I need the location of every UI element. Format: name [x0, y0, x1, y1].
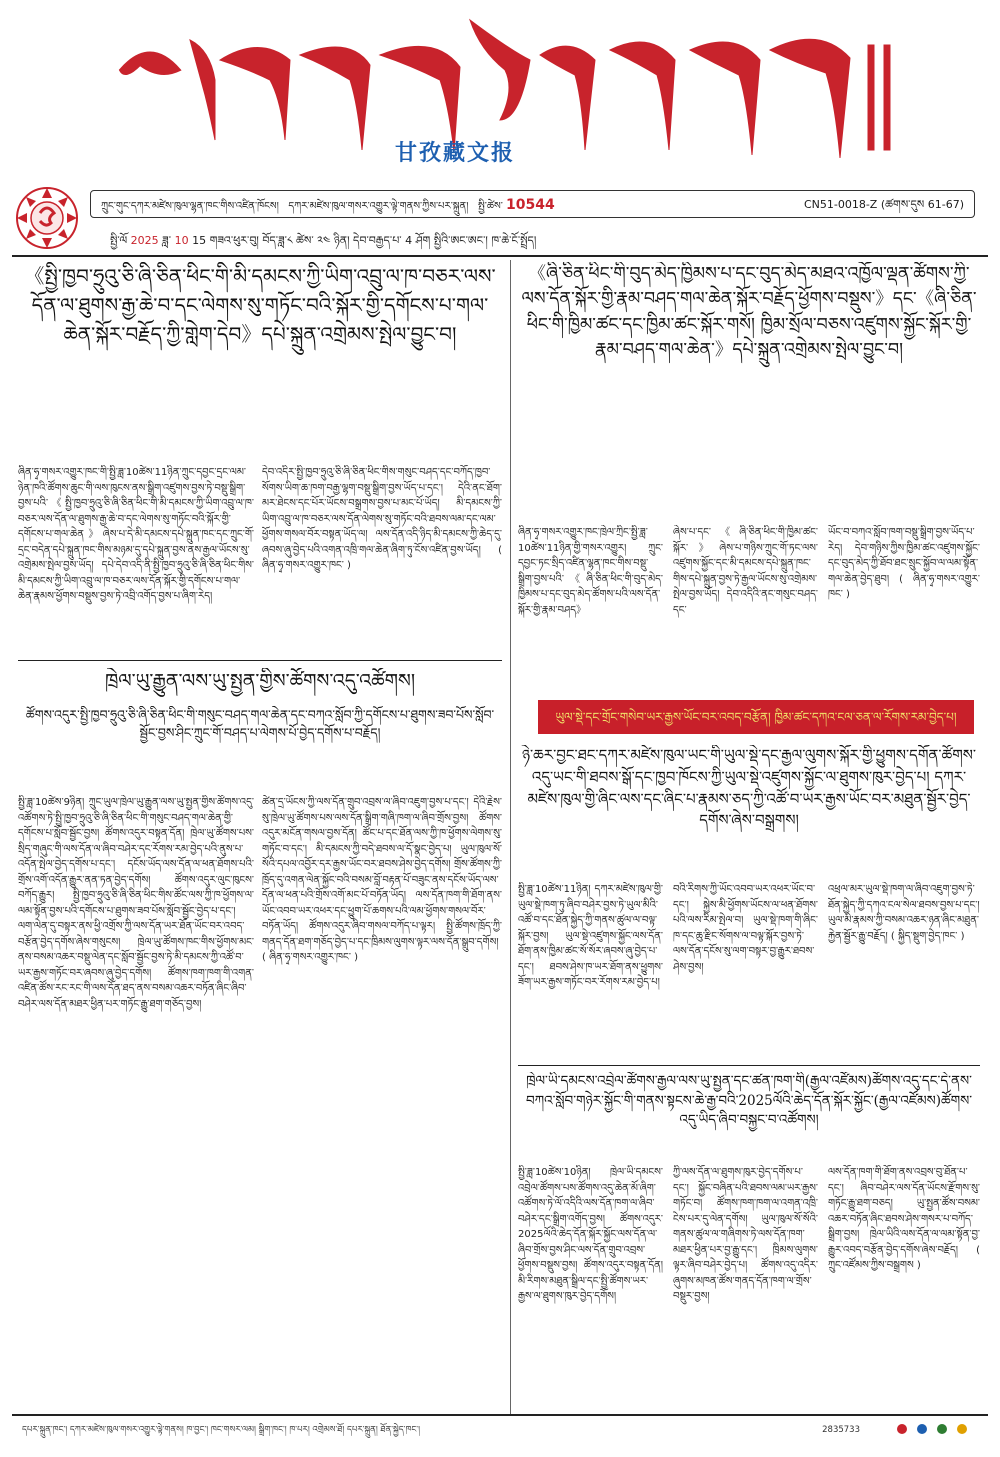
- left-article-1-col-1: ཞིན་ཧྭ་གསར་འགྱུར་ཁང་གི་སྤྱི་ཟླ་10ཚེས་11ཉིན་ཀྲུང་དབྱང་དྲང་ལམ་ཉེན་ཁའི་ཚོགས་ཆུང་གི་ལས་ཁུངས་ནས་སྒྲིག་འཛུགས་བྱས་ཏེ་བསྡུ་སྒྲིག་བྱས་པའི་《སྤྱི་ཁྱབ་ཧྲུའུ་ཅི་ཞི་ཅིན་ཕིང་གི་མི་དམངས་ཀྱི་ཡིག་འབྲུ་ལ་ཁ་བཅར་ལས་དོན་ལ་ཐུགས་རྒྱ་ཆེ་བ་དང་ལེགས་སུ་གཏོང་བའི་སྐོར་གྱི་དགོངས་པ་གལ་ཆེན》ཞེས་པ་དེ་མི་དམངས་དཔེ་སྐྲུན་ཁང་དང་ཀྲུང་གོ་དྲང་བདེན་དཔེ་སྐྲུན་ཁང་གིས་མཉམ་དུ་དཔེ་སྐྲུན་བྱས་ནས་རྒྱལ་ཡོངས་སུ་འགྲེམས་སྤེལ་བྱས་ཡོད། དཔེ་དེབ་འདི་ནི་སྤྱི་ཁྱབ་ཧྲུའུ་ཅི་ཞི་ཅིན་ཕིང་གིས་མི་དམངས་ཀྱི་ཡིག་འབྲུ་ལ་ཁ་བཅར་ལས་དོན་སྐོར་གྱི་དགོངས་པ་གལ་ཆེན་རྣམས་ཕྱོགས་བསྡུས་བྱས་ཏེ་འབྲི་འགོད་བྱས་པ་ཞིག་རེད།: [18, 467, 254, 602]
- column-divider: [510, 260, 511, 1415]
- right-article-1-col-2: ཞེས་པ་དང་《ཞི་ཅིན་ཕིང་གི་ཁྱིམ་ཚང་སྐོར་》ཞེས་པ་གཉིས་ཀྲུང་གོ་ཏང་ལས་འཛུགས་སྐྱོང་དང་མི་དམངས་དཔེ་སྐྲུན་ཁང་གིས་དཔེ་སྐྲུན་བྱས་ཏེ་རྒྱལ་ཡོངས་སུ་འགྲེམས་སྤེལ་བྱས་ཡོད། དེབ་འདིའི་ནང་གསུང་བཤད་དང་: [673, 527, 818, 616]
- divider-right-2: [518, 1065, 980, 1066]
- publisher-text: དཀར་མཛེས་ཁུལ་གསར་འགྱུར་ལྟེ་གནས་ཀྱིས་པར་སྐྲུན།: [288, 201, 469, 212]
- issue-number: 10544: [506, 197, 555, 213]
- right-article-1-col-1: ཞིན་ཧྭ་གསར་འགྱུར་ཁང་ཁྲེལ་ཀྲིང་སྤྱི་ཟླ་10ཚེས་11ཉིན་གྱི་གསར་འགྱུར། ཀྲུང་དབྱང་ཏང་སྲིད་འཛིན་ལྷན་ཁང་གིས་བསྡུ་སྒྲིག་བྱས་པའི་《ཞི་ཅིན་ཕིང་གི་བུད་མེད་ཁྱིམས་པ་དང་བུད་མེད་ཚོགས་པའི་ལས་དོན་སྐོར་གྱི་རྣམ་བཤད》: [518, 527, 663, 616]
- red-banner: ཡུལ་སྡེ་དང་གྲོང་གསེབ་ཡར་རྒྱས་ཡོང་བར་འབད་བརྩོན། ཁྱིམ་ཚང་དཀའ་ངལ་ཅན་ལ་རོགས་རམ་བྱེད་པ།: [538, 700, 974, 734]
- date-extra: བོད་ཟླ་༨ ཚེས་ ༢༤ ཉིན། དེབ་བརྒྱད་པ་ 4 ཤོག སྤྱིའི་ཨང་ཨང་། ཁ་ཆེ་ངོ་སྤྲོད།: [262, 234, 537, 247]
- left-article-2-headline: ཁྲེལ་ཡུ་རྒྱུན་ལས་ཡུ་སྤྱན་གྱིས་ཚོགས་འདུ་འཚོགས།: [104, 670, 416, 692]
- weekday: གཟའ་ཕུར་བུ།: [209, 234, 259, 247]
- right-article-2-col-1: སྤྱི་ཟླ་10ཚེས་11ཉིན། དཀར་མཛེས་ཁུལ་གྱི་ཡུལ་སྡེ་ཁག་ཏུ་ཞིབ་བཤེར་བྱས་ཏེ་ཡུལ་མིའི་འཚོ་བ་དང་ཐོན་སྐྱེད་ཀྱི་གནས་ཚུལ་ལ་བལྟ་སྐོར་བྱས། ཡུལ་སྡེ་འཛུགས་སྐྱོང་ལས་དོན་ཐོག་ནས་ཁྱིམ་ཚང་སོ་སོར་ཞབས་ཞུ་བྱེད་པ་དང་། ཐབས་ཤེས་ཁ་ཡར་ཐོག་ནས་ཕྱུགས་ཟོག་ཡར་རྒྱས་གཏོང་བར་རོགས་རམ་བྱེད་པ།: [518, 884, 663, 988]
- publication-info-bar: [90, 190, 975, 218]
- serial-code: CN51-0018-Z (ཚགས་དུས 61-67): [803, 198, 964, 211]
- right-article-3-col-3: ལས་དོན་ཁག་གི་ཐོག་ནས་འབྲས་བུ་ཐོན་པ་དང་། ཞིབ་བཤེར་ལས་དོན་ཡོངས་རྫོགས་སུ་གཏོང་རྒྱུ་ཐག་བཅད། ཡུ་སྤྱན་ཚོས་བསམ་འཆར་བཏོན་ཞིང་ཐབས་ཤེས་གསར་པ་བཀོད་སྒྲིག་བྱས། ཁྲེལ་ཡིའི་ལས་དོན་ལ་ལམ་སྟོན་བྱ་རྒྱུར་འབད་བརྩོན་བྱེད་དགོས་ཞེས་བརྗོད། ( ཀྲུང་འཛོམས་ཀྱིས་བསྒྲགས ): [828, 1167, 980, 1271]
- right-article-1-headline: 《ཞི་ཅིན་ཕིང་གི་བུད་མེད་ཁྱིམས་པ་དང་བུད་མེད་མཐའ་འཁྱོལ་ལྡན་ཚོགས་ཀྱི་ལས་དོན་སྐོར་གྱི་རྣམ་བཤད་གལ་ཆེན་སྐོར་བརྗོད་ཕྱོགས་བསྡུས་》དང་《ཞི་ཅིན་ཕིང་གི་ཁྱིམ་ཚང་དང་ཁྱིམ་ཚང་སྐོར་གསོ། ཁྱིམ་སྲོལ་བཅས་འཛུགས་སྐྱོང་སྐོར་གྱི་རྣམ་བཤད་གལ་ཆེན་》དཔེ་སྐྲུན་འགྲེམས་སྤེལ་བྱུང་བ།: [521, 264, 977, 361]
- right-article-2-col-3: འཕྲལ་མར་ཡུལ་སྡེ་ཁག་ལ་ཞིབ་འཇུག་བྱས་ཏེ་ཐོན་སྐྱེད་ཀྱི་དཀའ་ངལ་སེལ་ཐབས་བྱས་པ་དང་། ཡུལ་མི་རྣམས་ཀྱི་བསམ་འཆར་ཉན་ཞིང་མཐུན་རྐྱེན་སྦྱོར་རྒྱུ་བརྗོད། ( སྐྱིད་སྡུག་བྱེད་ཁང་ ): [828, 884, 980, 942]
- left-article-1-headline: 《སྤྱི་ཁྱབ་ཧྲུའུ་ཅི་ཞི་ཅིན་ཕིང་གི་མི་དམངས་ཀྱི་ཡིག་འབྲུ་ལ་ཁ་བཅར་ལས་དོན་ལ་ཐུགས་རྒྱ་ཆེ་བ་དང་ལེགས་སུ་གཏོང་བའི་སྐོར་གྱི་དགོངས་པ་གལ་ཆེན་སྐོར་བརྗོད་ཀྱི་གླེག་དེབ》དཔེ་སྐྲུན་འགྲེམས་སྤེལ་བྱུང་བ།: [24, 264, 496, 346]
- left-article-2-col-1: སྤྱི་ཟླ་10ཚེས་9ཉིན། ཀྲུང་ཡུལ་ཁྲེལ་ཡུ་རྒྱུན་ལས་ཡུ་སྤྱན་གྱིས་ཚོགས་འདུ་འཚོགས་ཏེ་སྤྱི་ཁྱབ་ཧྲུའུ་ཅི་ཞི་ཅིན་ཕིང་གི་གསུང་བཤད་གལ་ཆེན་གྱི་དགོངས་པ་སློབ་སྦྱོང་བྱས། ཚོགས་འདུར་བསྟན་དོན། ཁྲེལ་ཡུ་ཚོགས་པས་སྲིད་གཞུང་གི་ལས་དོན་ལ་ཞིབ་བཤེར་དང་རོགས་རམ་བྱེད་པའི་ནུས་པ་འདོན་སྤེལ་བྱེད་དགོས་པ་དང་། དངོས་ཡོད་ལས་དོན་ལ་ཕན་ཐོགས་པའི་གྲོས་འགོ་འདོན་རྒྱུར་ནན་ཏན་བྱེད་དགོས། ཚོགས་འདུར་ལུང་ཁུངས་བཀོད་རྒྱུར། སྤྱི་ཁྱབ་ཧྲུའུ་ཅི་ཞི་ཅིན་ཕིང་གིས་ཚོང་ལས་ཀྱི་ཁ་ཕྱོགས་ལ་ལམ་སྟོན་བྱས་པའི་དགོངས་པ་ཐུགས་ཟབ་པོས་སློབ་སྦྱོང་བྱེད་པ་དང་། ལག་ལེན་དུ་བསྟར་ནས་ཕྱི་འགྲོས་ཀྱི་ལས་དོན་ཡར་ཐོན་ཡོང་བར་འབད་བརྩོན་བྱེད་དགོས་ཞེས་གསུངས། ཁྲེལ་ཡུ་ཚོགས་ཁང་གིས་ཕྱོགས་མང་ནས་བསམ་འཆར་བསྡུ་ལེན་དང་སློབ་སྦྱོང་བྱས་ཏེ་མི་དམངས་ཀྱི་འཚོ་བ་ཡར་རྒྱས་གཏོང་བར་ཞབས་ཞུ་བྱེད་དགོས། ཚོགས་ཁག་ཁག་གི་འགན་འཛིན་ཚོས་རང་རང་གི་ལས་དོན་ཐད་ནས་བསམ་འཆར་བཏོན་ཞིང་ཞིབ་བཤེར་ལས་དོན་མཐར་ཕྱིན་པར་གཏོང་རྒྱུ་ཐག་གཅོད་བྱས།: [18, 797, 254, 1010]
- month-label: ཟླ་: [162, 234, 172, 247]
- issue-label: སྤྱི་ཚེས་: [477, 201, 503, 212]
- right-article-2-headline: ཉེ་ཆར་བྱང་ཐང་དཀར་མཛེས་ཁུལ་ཡང་གི་ཡུལ་སྡེ་དང་རྒྱལ་ལུགས་སྐོར་གྱི་ཕྱུགས་དགོན་ཚོགས་འདུ་ཡང་གི་ཐབས་སྒོ་དང་ཁྱབ་ཁོངས་ཀྱི་ཡུལ་སྡེ་འཛུགས་སྐྱོང་ལ་ཐུགས་ཁུར་བྱེད་པ། དཀར་མཛེས་ཁུལ་གྱི་ཞིང་ལས་དང་ཞིང་པ་རྣམས་ཅད་ཀྱི་འཚོ་བ་ཡར་རྒྱས་ཡོང་བར་མཐུན་སྦྱོར་བྱེད་དགོས་ཞེས་བསྒྲགས།: [521, 746, 977, 830]
- masthead: [0, 0, 1000, 185]
- year-label: སྤྱི་ལོ: [110, 234, 128, 247]
- header-divider: [12, 255, 988, 257]
- right-article-2-col-2: བའི་རིགས་ཀྱི་ཡོང་འབབ་ཡར་འཕར་ཡོང་བ་དང་། སྐྱེས་མི་ཕྱོགས་ཡོངས་ལ་ཕན་ཐོགས་པའི་ལས་རིམ་སྤེལ་བ། ཡུལ་སྡེ་ཁག་གི་ཞིང་ཁ་དང་ཆུ་རྫིང་སོགས་ལ་བལྟ་སྐོར་བྱས་ཏེ་ལས་དོན་དངོས་སུ་ལག་བསྟར་བྱ་རྒྱུར་ཐབས་ཤེས་བྱས།: [673, 884, 818, 973]
- right-article-3-headline: ཁྲེལ་ཡི་དམངས་འབྲེལ་ཚོགས་རྒྱལ་ལས་ཡུ་སྤྱན་དང་ཚན་ཁག་གི(རྒྱལ་འཛོམས)ཚོགས་འདུ་དང་དེ་ནས་བཀའ་སློབ་གཉེར་སྐྱོང་གི་གནས་སྟངས་ཆེ་རྒྱ་བའི་2025ལོའི་ཆེད་དོན་སྐོར་སྐྱོང་(རྒྱལ་འཛོམས)ཚོགས་འདུ་ཡིད་ཞིབ་བསྐྱང་བ་འཚོགས།: [525, 1073, 973, 1129]
- footer-divider: [12, 1414, 988, 1416]
- newspaper-logo-icon: [12, 183, 82, 257]
- left-article-2-subheadline: ཚོགས་འདུར་སྤྱི་ཁྱབ་ཧྲུའུ་ཅི་ཞི་ཅིན་ཕིང་གི་གསུང་བཤད་གལ་ཆེན་དང་བཀའ་སློབ་ཀྱི་དགོངས་པ་ཐུགས་ཟབ་པོས་སློབ་སྦྱོང་བྱས་ཤིང་ཀྲུང་གོ་བཤད་པ་ལེགས་པོ་བྱེད་དགོས་པ་བརྗོད།: [25, 707, 495, 741]
- right-article-3-col-2: ཀྱི་ལས་དོན་ལ་ཐུགས་ཁུར་བྱེད་དགོས་པ་དང་། སྐྱོང་བཞིན་པའི་ཐབས་ལམ་ཡར་རྒྱས་གཏོང་བ། ཚོགས་ཁག་ཁག་ལ་འགན་འཁྲི་ངེས་པར་དུ་ལེན་དགོས། ཡུལ་ཁུལ་སོ་སོའི་གནས་ཚུལ་ལ་གཞིགས་ཏེ་ལས་དོན་ཁག་མཐར་ཕྱིན་པར་བྱ་རྒྱུ་དང་། ཁྲིམས་ལུགས་ལྟར་ཞིབ་བཤེར་བྱེད་པ། ཚོགས་འདུ་འདིར་ཞུགས་མཁན་ཚོས་གནད་དོན་ཁག་ལ་གྲོས་བསྡུར་བྱས།: [673, 1167, 818, 1302]
- right-article-3-col-1: སྤྱི་ཟླ་10ཚེས་10ཉིན། ཁྲེལ་ཡི་དམངས་འབྲེལ་ཚོགས་པས་ཚོགས་འདུ་ཆེན་མོ་ཞིག་འཚོགས་ཏེ་ལོ་འདིའི་ལས་དོན་ཁག་ལ་ཞིབ་བཤེར་དང་སྒྲིག་འགོད་བྱས། ཚོགས་འདུར་2025ལོའི་ཆེད་དོན་སྐོར་སྐྱོང་ལས་དོན་ལ་ཞིབ་གྲོས་བྱས་ཤིང་ལས་དོན་གྲུབ་འབྲས་ཕྱོགས་བསྡུས་བྱས། ཚོགས་འདུར་བསྟན་དོན། མི་རིགས་མཐུན་སྒྲིལ་དང་སྤྱི་ཚོགས་ཡར་རྒྱས་ལ་ཐུགས་ཁུར་བྱེད་དགོས།: [518, 1167, 663, 1302]
- sponsor-text: ཀྲུང་གུང་དཀར་མཛེས་ཁུལ་ལྷན་ཁང་གིས་འཛིན་ཁོངས།: [101, 201, 279, 212]
- month: 10: [174, 234, 189, 247]
- year: 2025: [130, 234, 159, 247]
- footer-number: 2835733: [822, 1425, 860, 1435]
- day: 15: [192, 234, 207, 247]
- chinese-title: 甘孜藏文报: [394, 141, 515, 166]
- footer-decoration-icon: [892, 1420, 982, 1442]
- right-article-1-col-3: ཡོང་བ་བཀའ་སློབ་ཁག་བསྡུ་སྒྲིག་བྱས་ཡོད་པ་རེད། དེབ་གཉིས་ཀྱིས་ཁྱིམ་ཚང་འཛུགས་སྐྱོང་དང་བུད་མེད་ཀྱི་ཐོབ་ཐང་སྲུང་སྐྱོབ་ལ་ལམ་སྟོན་གལ་ཆེན་བྱེད་ཐུབ། ( ཞིན་ཧྭ་གསར་འགྱུར་ཁང་ ): [828, 527, 980, 600]
- divider-left-1: [18, 660, 502, 661]
- left-article-1-col-2: དེབ་འདིར་སྤྱི་ཁྱབ་ཧྲུའུ་ཅི་ཞི་ཅིན་ཕིང་གིས་གསུང་བཤད་དང་བཀོད་ཁྱབ་སོགས་ཡིག་ཆ་ཁག་བརྒྱ་ལྷག་བསྡུ་སྒྲིག་བྱས་ཡོད་པ་དང་། དེའི་ནང་ཐོག་མར་ཐེངས་དང་པོར་ཡོངས་བསྒྲགས་བྱས་པ་མང་པོ་ཡོད། མི་དམངས་ཀྱི་ཡིག་འབྲུ་ལ་ཁ་བཅར་ལས་དོན་ལེགས་སུ་གཏོང་བའི་ཐབས་ལམ་དང་ལམ་ཕྱོགས་གསལ་བོར་བསྟན་ཡོད་ལ། ལས་དོན་འདི་ཉིད་མི་དམངས་ཀྱི་ཆེད་དུ་ཞབས་ཞུ་བྱེད་པའི་འགན་འཁྲི་གལ་ཆེན་ཞིག་ཏུ་ངོས་འཛིན་བྱས་ཡོད། ( ཞིན་ཧྭ་གསར་འགྱུར་ཁང་ ): [262, 467, 502, 571]
- footer: [0, 1418, 1000, 1442]
- left-article-2-col-2: ཚེན་དྲ་ཡོངས་ཀྱི་ལས་དོན་གྲུབ་འབྲས་ལ་ཞིབ་འཇུག་བྱས་པ་དང་། དེའི་རྗེས་སུ་ཁྲེལ་ཡུ་ཚོགས་པས་ལས་དོན་སྒྲིག་གཞི་ཁག་ལ་ཞིབ་གྲོས་བྱས། ཚོགས་འདུར་མངོན་གསལ་བྱས་དོན། ཚོང་པ་དང་ཐོན་ལས་ཀྱི་ཁ་ཕྱོགས་ལེགས་སུ་གཏོང་བ་དང་། མི་དམངས་ཀྱི་བདེ་ཐབས་ལ་དོ་སྣང་བྱེད་པ། ཡུལ་ཁུལ་སོ་སོའི་དཔལ་འབྱོར་དར་རྒྱས་ཡོང་བར་ཐབས་ཤེས་བྱེད་དགོས། གྲོས་ཚོགས་ཀྱི་ཁྲོད་དུ་འགན་ལེན་སྐྱོང་བའི་བསམ་བློ་བརྟན་པོ་བཟུང་ནས་དངོས་ཡོད་ལས་དོན་ལ་ཕན་པའི་གྲོས་འགོ་མང་པོ་བཏོན་ཡོད། ལས་དོན་ཁག་གི་ཐོག་ནས་ཡོང་འབབ་ཡར་འཕར་དང་ཕྱུག་པོ་ཆགས་པའི་ལམ་ཕྱོགས་གསལ་བོར་བཏོན་ཡོད། ཚོགས་འདུར་ཞིབ་གསལ་བཀོད་པ་ལྟར། སྤྱི་ཚོགས་ཁྲོད་ཀྱི་གནད་དོན་ཐག་གཅོད་བྱེད་པ་དང་ཁྲིམས་ལུགས་ལྟར་ལས་དོན་སྒྲུབ་དགོས། ( ཞིན་ཧྭ་གསར་འགྱུར་ཁང་ ): [262, 797, 502, 963]
- footer-text: དཔར་སྐྲུན་ཁང་། དཀར་མཛེས་ཁུལ་གསར་འགྱུར་ལྟེ་གནས། ཁ་བྱང་། ཁང་གསར་ལམ། སྒྲིག་ཁང་། ཁ་པར། འགྲེམས་ཐོ། དཔར་སྐྲུན། ཐོན་སྐྱེད་ཁང་།: [22, 1425, 420, 1435]
